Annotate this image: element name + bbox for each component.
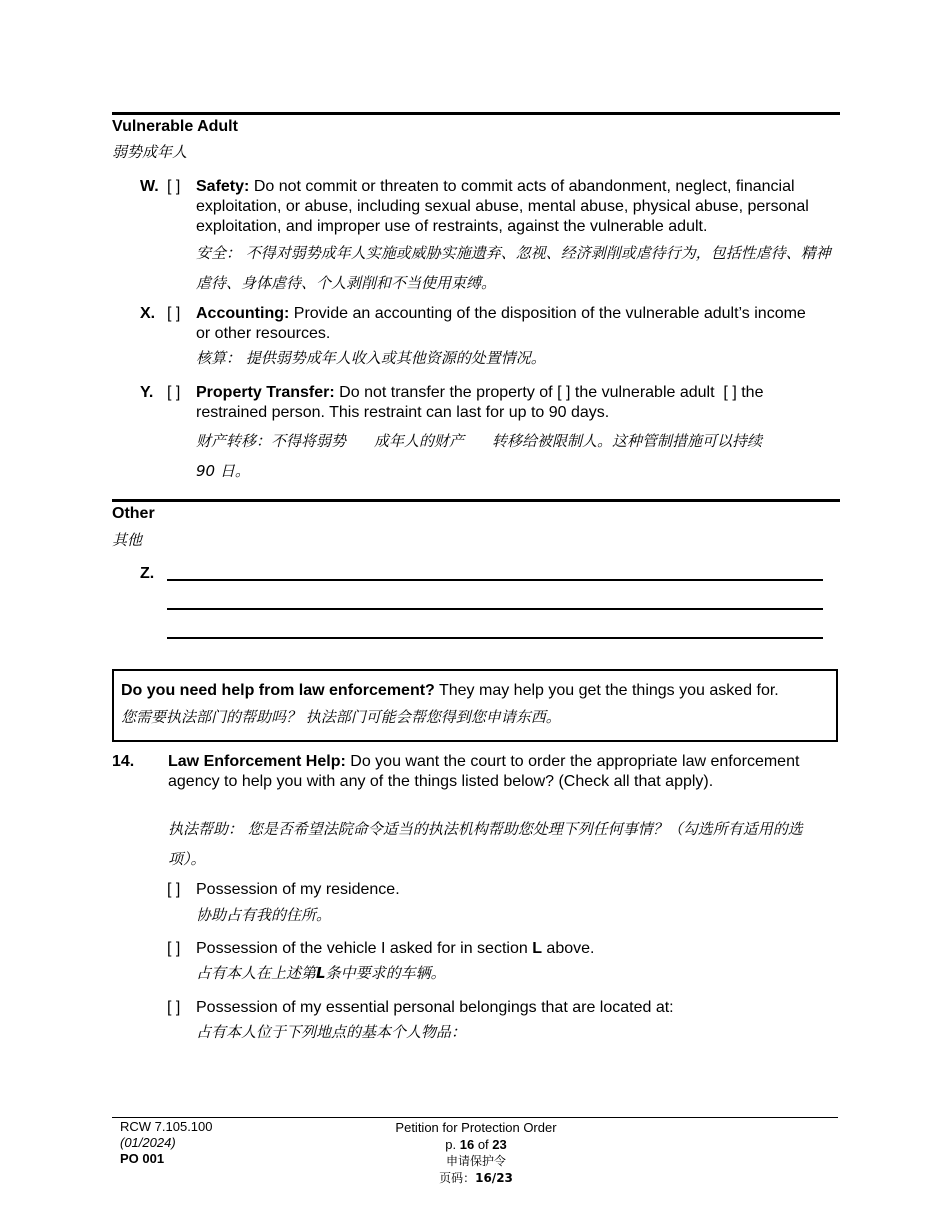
item-w-letter: W.	[140, 178, 159, 195]
footer-rcw: RCW 7.105.100	[120, 1119, 213, 1134]
section-title-other: Other	[112, 505, 155, 522]
item-y-letter: Y.	[140, 384, 154, 401]
item-y-opt2: the restrained person. This restraint can last for up to 90 days.	[196, 384, 764, 421]
item-x-letter: X.	[140, 305, 156, 322]
option-residence-text: Possession of my residence.	[196, 881, 400, 898]
option-belongings-zh: 占有本人位于下列地点的基本个人物品：	[196, 1023, 467, 1041]
help-box-body: They may help you get the things you asked for.	[438, 682, 779, 699]
option-vehicle-text-b: above.	[546, 940, 595, 957]
question-14-number: 14.	[112, 753, 135, 770]
option-vehicle-zh-b: 条中要求的车辆。	[325, 964, 446, 982]
item-w-checkbox[interactable]: [ ]	[167, 178, 181, 195]
item-z-input-line-3[interactable]	[167, 637, 823, 639]
item-z-input-line-1[interactable]	[167, 579, 823, 581]
item-x-text	[196, 304, 816, 344]
footer-page-prefix: p.	[445, 1137, 457, 1152]
option-vehicle-zh-ref: L	[316, 964, 326, 982]
item-x-checkbox[interactable]: [ ]	[167, 305, 181, 322]
footer-title: Petition for Protection Order	[395, 1120, 557, 1135]
help-box-question: Do you need help from law enforcement?	[121, 682, 435, 699]
item-w-body: Do not commit or threaten to commit acts of abandonment, neglect, financial exploitation, or abuse, including sexual abuse, mental abuse, physical abuse, personal exploitation, and improper use of restraints, against the vulnerable adult.	[196, 178, 809, 235]
footer-page-zh-label: 页码：	[439, 1171, 476, 1185]
item-w-text	[196, 177, 838, 237]
option-vehicle-text-a: Possession of the vehicle I asked for in section	[196, 940, 528, 957]
option-vehicle-checkbox[interactable]: [ ]	[167, 940, 181, 957]
section-title-vulnerable-adult-zh: 弱势成年人	[112, 143, 188, 161]
footer-page-number: 16	[459, 1137, 475, 1152]
option-belongings-checkbox[interactable]: [ ]	[167, 999, 181, 1016]
item-y-text	[196, 383, 838, 423]
question-14-text	[168, 752, 808, 792]
footer-page-total: 23	[492, 1137, 507, 1152]
footer-page	[376, 1136, 576, 1153]
item-x-zh: 核算： 提供弱势成年人收入或其他资源的处置情况。	[196, 349, 546, 367]
item-y-body-a: Do not transfer the property of	[339, 384, 553, 401]
option-vehicle-zh	[196, 962, 446, 983]
option-vehicle-text	[196, 939, 594, 959]
question-14-label: Law Enforcement Help:	[168, 753, 346, 770]
section-divider-top	[112, 112, 840, 115]
item-y-opt2-checkbox[interactable]: [ ]	[723, 384, 737, 401]
item-x-label: Accounting:	[196, 305, 290, 322]
footer-page-zh	[376, 1170, 576, 1187]
section-title-other-zh: 其他	[112, 531, 143, 549]
option-vehicle-section-ref: L	[532, 940, 542, 957]
item-y-zh	[196, 426, 838, 486]
footer-title-zh: 申请保护令	[445, 1154, 506, 1168]
item-y-zh-c: 转移给被限制人。这种管制措施可以持续	[492, 432, 763, 450]
footer-page-zh-value: 16/23	[475, 1171, 513, 1185]
item-y-opt1-checkbox[interactable]: [ ]	[557, 384, 571, 401]
help-box-zh: 您需要执法部门的帮助吗？ 执法部门可能会帮您得到您申请东西。	[121, 708, 561, 726]
option-belongings-text: Possession of my essential personal belongings that are located at:	[196, 999, 674, 1016]
item-w-label: Safety:	[196, 178, 250, 195]
item-y-checkbox[interactable]: [ ]	[167, 384, 181, 401]
item-y-zh-d: 90 日。	[196, 462, 250, 480]
item-w-zh: 安全： 不得对弱势成年人实施或威胁实施遗弃、忽视、经济剥削或虐待行为，包括性虐待、精神虐待、身体虐待、个人剥削和不当使用束缚。	[196, 244, 831, 292]
section-title-vulnerable-adult: Vulnerable Adult	[112, 118, 238, 135]
option-residence-checkbox[interactable]: [ ]	[167, 881, 181, 898]
option-residence-zh: 协助占有我的住所。	[196, 906, 332, 924]
item-y-zh-b: 成年人的财产	[374, 432, 465, 450]
item-z-letter: Z.	[140, 565, 155, 582]
question-14-body: Do you want the court to order the appropriate law enforcement agency to help you with any of the things listed below? (Check all that apply).	[168, 753, 800, 790]
item-z-input-line-2[interactable]	[167, 608, 823, 610]
footer-page-of: of	[477, 1137, 489, 1152]
footer-date: (01/2024)	[120, 1135, 176, 1150]
item-y-opt1: the vulnerable adult	[574, 384, 715, 401]
item-y-zh-a: 财产转移：不得将弱势	[196, 432, 347, 450]
footer-rule	[112, 1117, 838, 1118]
item-y-label: Property Transfer:	[196, 384, 335, 401]
help-box-text	[121, 681, 833, 701]
item-x-body: Provide an accounting of the disposition of the vulnerable adult’s income or other resources.	[196, 305, 806, 342]
section-divider-other	[112, 499, 840, 502]
footer-form-number: PO 001	[120, 1151, 165, 1166]
option-vehicle-zh-a: 占有本人在上述第	[196, 964, 317, 982]
question-14-zh: 执法帮助： 您是否希望法院命令适当的执法机构帮助您处理下列任何事情？（勾选所有适用的选项）。	[168, 820, 803, 868]
footer-center	[376, 1119, 576, 1187]
law-enforcement-help-box	[112, 669, 838, 742]
